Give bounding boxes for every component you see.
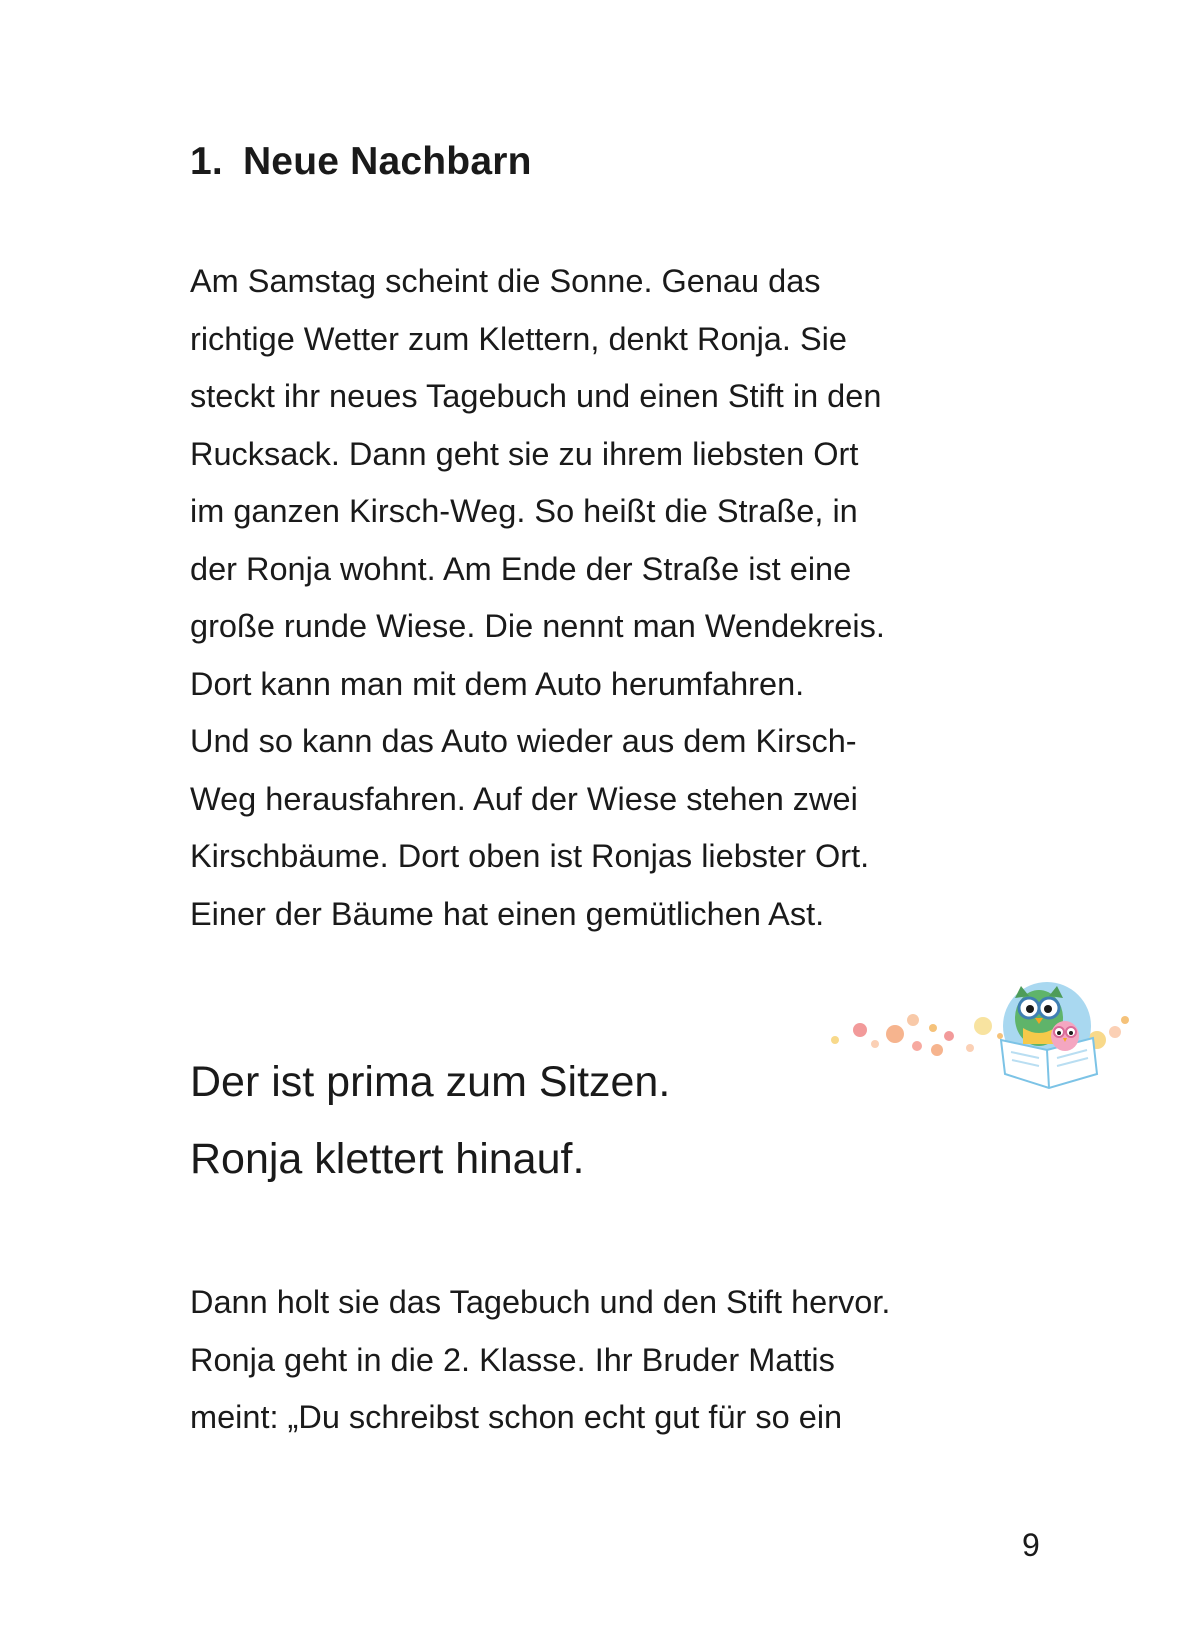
text-line: Dort kann man mit dem Auto herumfahren. xyxy=(190,665,805,702)
text-line: Ronja klettert hinauf. xyxy=(190,1135,585,1183)
text-line: steckt ihr neues Tagebuch und einen Stift in den xyxy=(190,378,882,414)
paragraph-1 xyxy=(190,253,885,943)
text-line: Und so kann das Auto wieder aus dem Kirsch- xyxy=(190,723,857,759)
text-line: der Ronja wohnt. Am Ende der Straße ist eine xyxy=(190,550,852,587)
text-line: richtige Wetter zum Klettern, denkt Ronja. Sie xyxy=(190,320,847,357)
text-line: meint: „Du schreibst schon echt gut für so ein xyxy=(190,1399,843,1435)
text-line: Der ist prima zum Sitzen. xyxy=(190,1058,671,1106)
paragraph-2 xyxy=(190,1274,890,1447)
chapter-title xyxy=(190,140,532,184)
text-line: Dann holt sie das Tagebuch und den Stift hervor. xyxy=(190,1284,891,1320)
chapter-number: 1. xyxy=(190,140,223,183)
chapter-title-text: Neue Nachbarn xyxy=(242,140,532,183)
text-line: Am Samstag scheint die Sonne. Genau das xyxy=(190,263,821,299)
text-line: Rucksack. Dann geht sie zu ihrem liebsten Ort xyxy=(190,435,859,472)
text-line: Ronja geht in die 2. Klasse. Ihr Bruder Mattis xyxy=(190,1341,835,1378)
page-number: 9 xyxy=(1022,1527,1040,1563)
text-line: Weg herausfahren. Auf der Wiese stehen zwei xyxy=(190,780,858,817)
text-line: im ganzen Kirsch-Weg. So heißt die Straße, in xyxy=(190,493,858,529)
text-line: Einer der Bäume hat einen gemütlichen Ast. xyxy=(190,895,825,932)
text-line: große runde Wiese. Die nennt man Wendekreis. xyxy=(190,608,885,644)
easy-read-passage xyxy=(190,1044,670,1198)
owl-reading-book-icon xyxy=(825,978,1155,1098)
small-owl-icon xyxy=(1051,1021,1079,1051)
text-line: Kirschbäume. Dort oben ist Ronjas liebster Ort. xyxy=(190,838,870,874)
